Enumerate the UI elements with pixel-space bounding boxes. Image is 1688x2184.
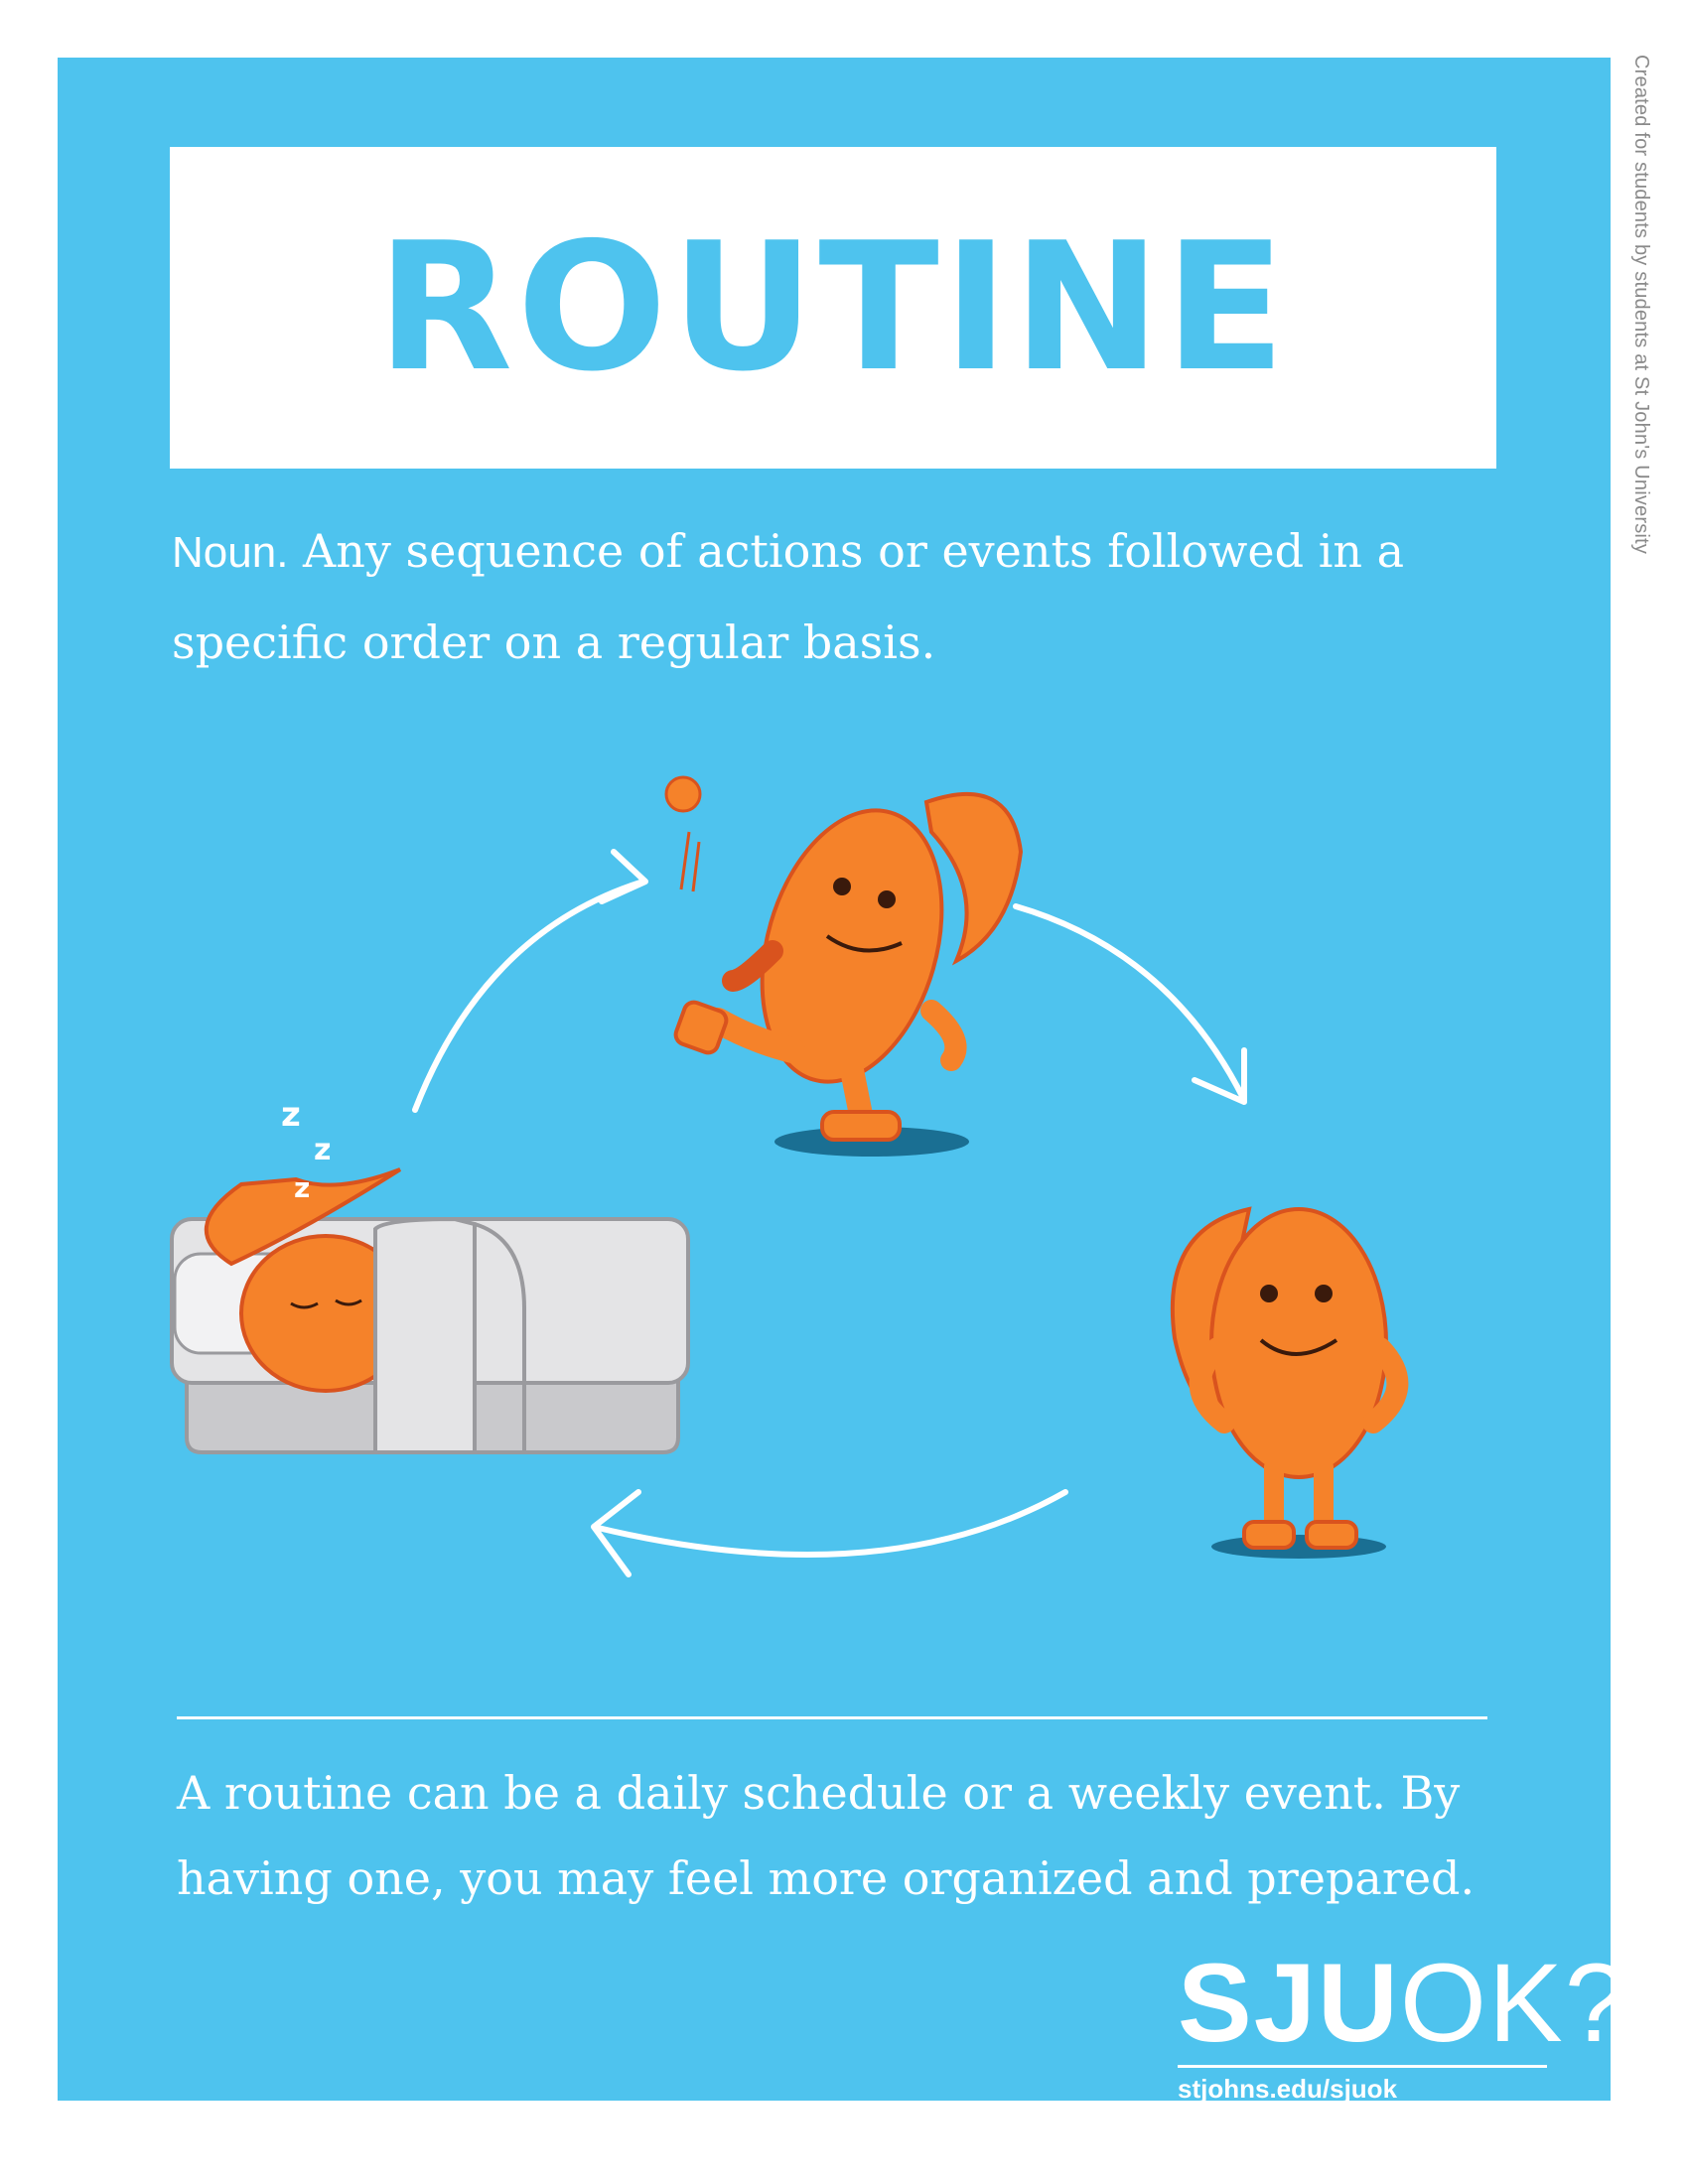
- logo-mark: SJUOK?: [1178, 1941, 1628, 2065]
- logo-rule: [1178, 2065, 1547, 2068]
- part-of-speech: Noun.: [172, 528, 289, 577]
- jumping-character-icon: [666, 777, 1021, 1157]
- arrow-up-right-icon: [415, 852, 645, 1110]
- sleep-letter: z: [281, 1095, 301, 1135]
- footer-text: A routine can be a daily schedule or a weekly event. By having one, you may feel more organized and prepared.: [177, 1766, 1476, 1905]
- divider: [177, 1716, 1487, 1719]
- sleep-letter: z: [314, 1133, 332, 1167]
- sjuok-logo[interactable]: [1178, 1941, 1628, 2105]
- sleeping-character-icon: [172, 1169, 688, 1452]
- logo-url[interactable]: stjohns.edu/sjuok: [1178, 2074, 1398, 2104]
- arrow-left-icon: [594, 1492, 1065, 1574]
- arrow-down-right-icon: [1016, 906, 1244, 1102]
- sleep-letter: z: [294, 1171, 311, 1204]
- definition-text: Any sequence of actions or events followed in a specific order on a regular basis.: [172, 524, 1405, 669]
- poster: [58, 58, 1628, 2104]
- side-credit: Created for students by students at St John's University: [1630, 55, 1652, 555]
- page-title: ROUTINE: [376, 205, 1290, 410]
- standing-character-icon: [1173, 1209, 1398, 1559]
